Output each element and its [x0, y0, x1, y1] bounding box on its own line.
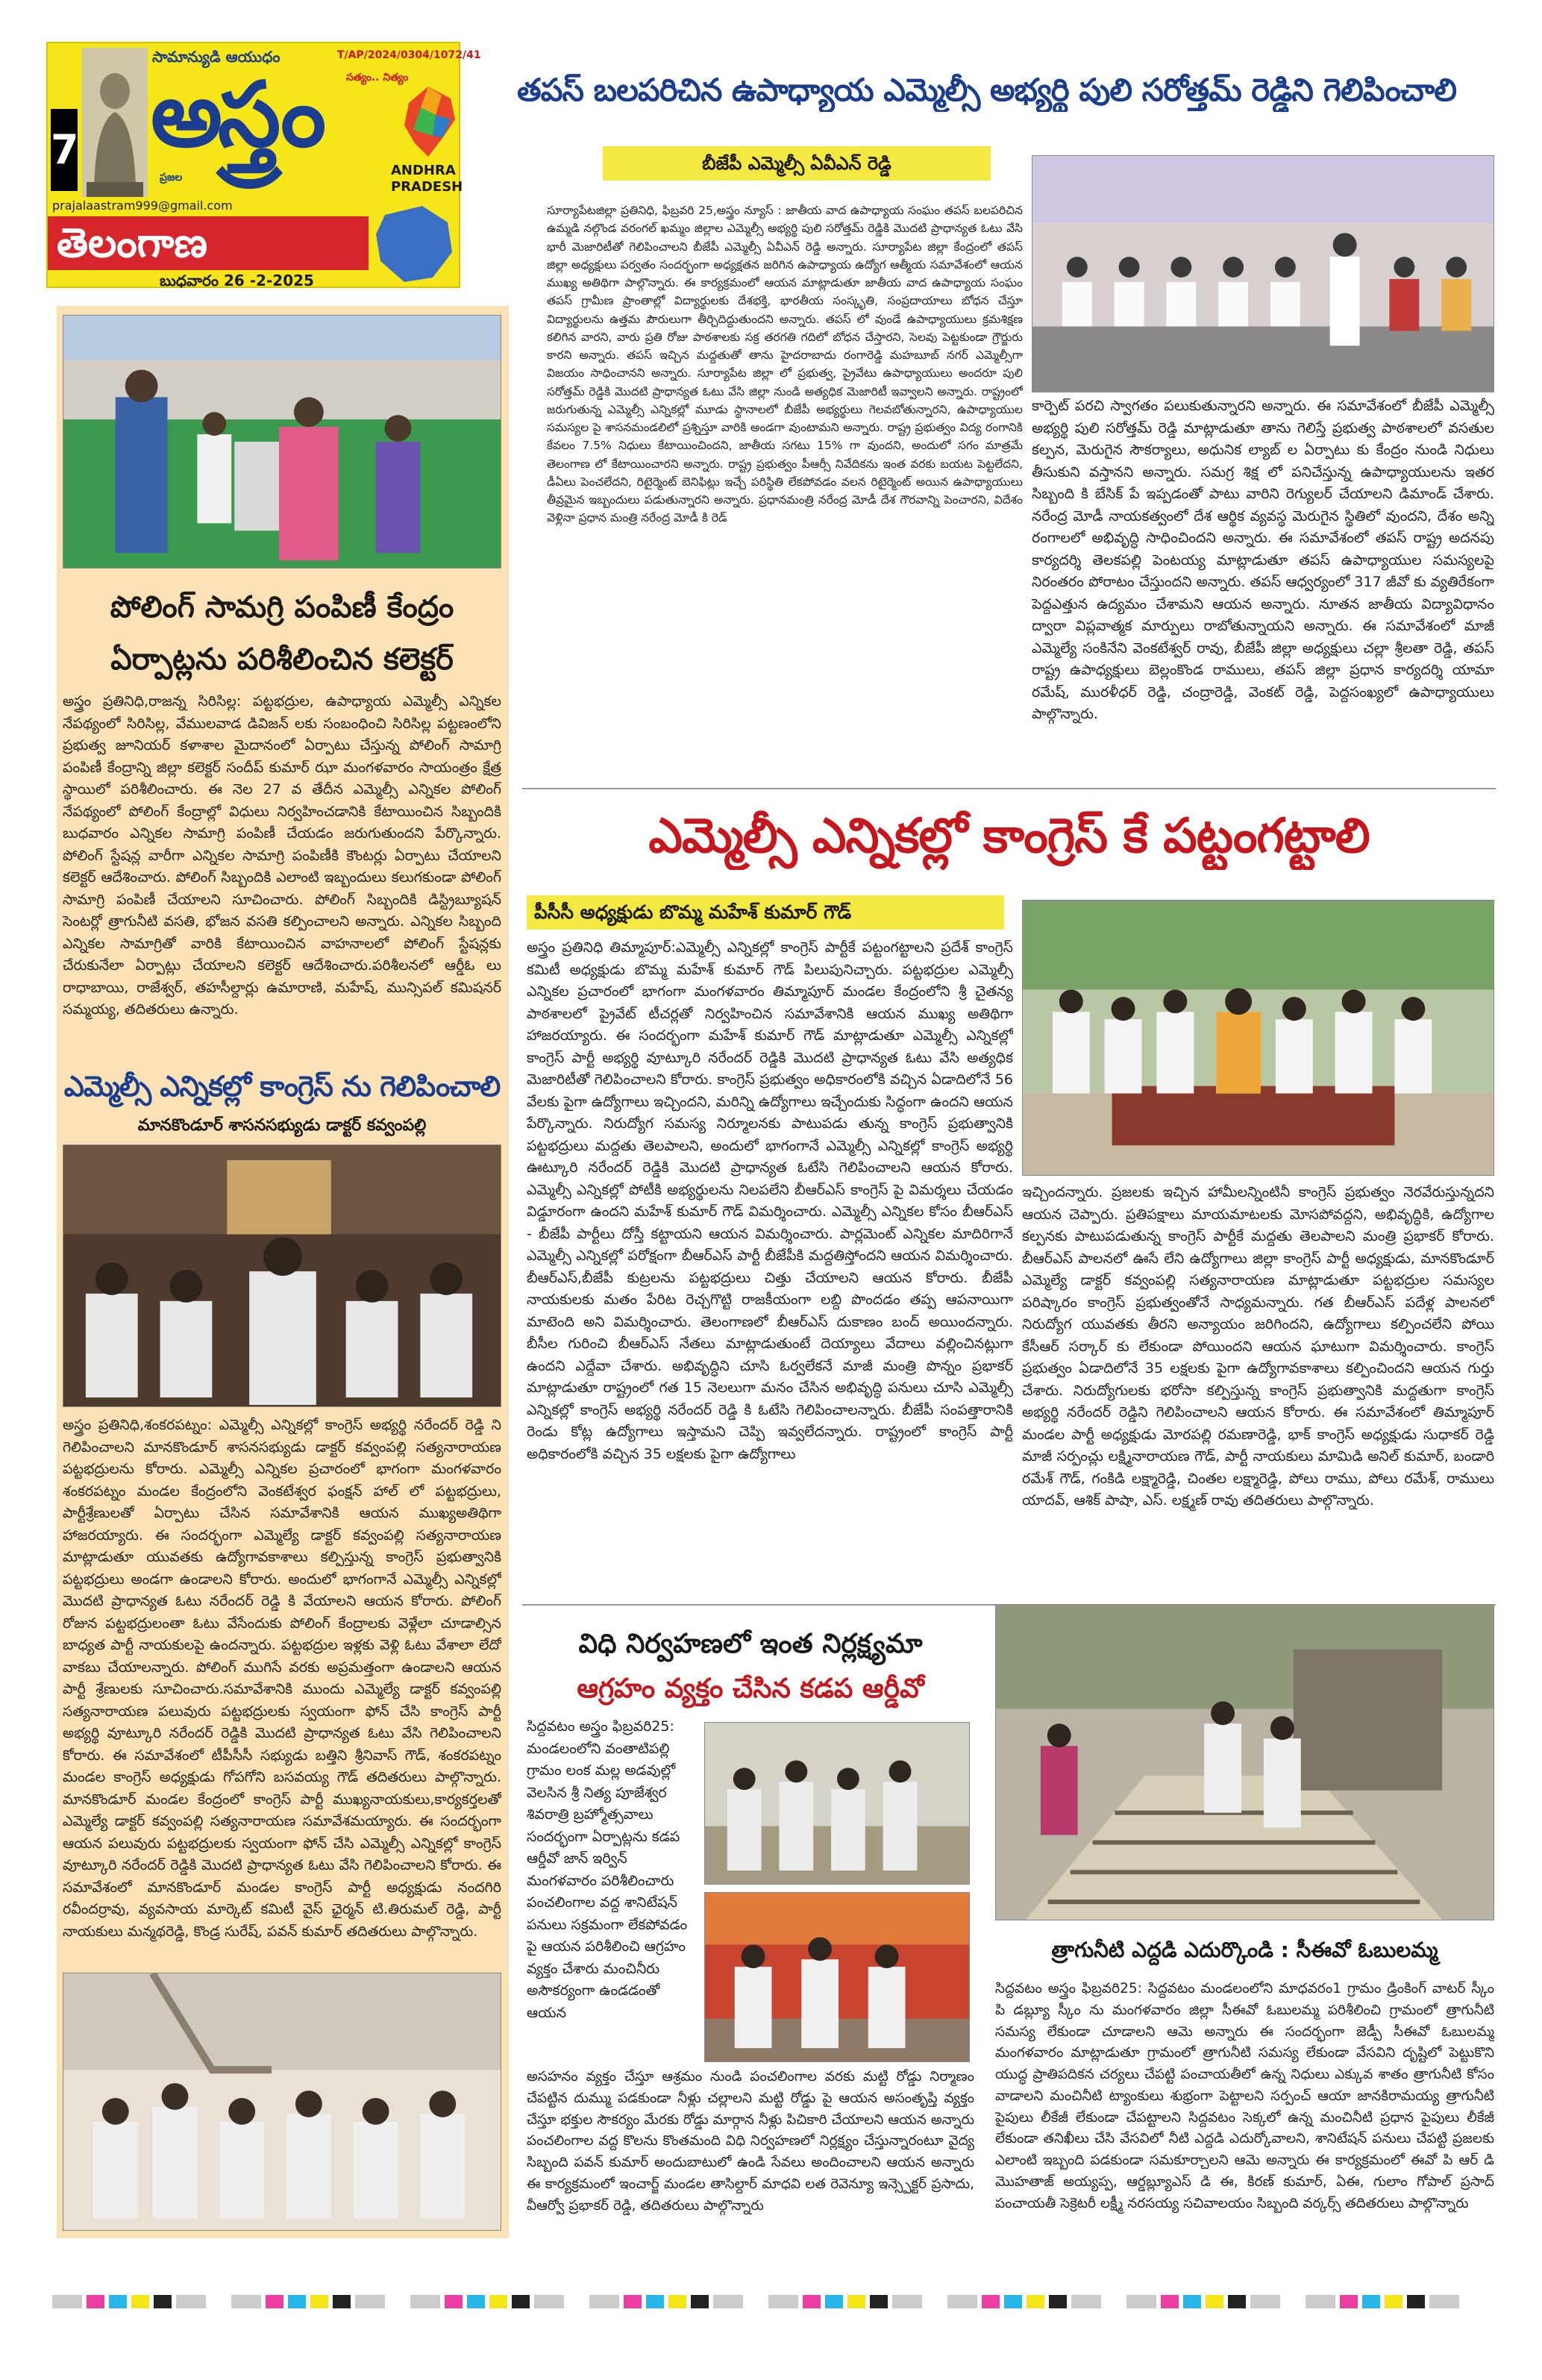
story5-photo-1 — [704, 1722, 970, 1885]
andhra-map-icon — [398, 85, 458, 160]
slogan: సామాన్యుడి ఆయుధం — [152, 48, 280, 66]
story1-subhead: బీజేపీ ఎమ్మెల్సీ ఏవీఎన్ రెడ్డి — [603, 146, 991, 181]
story3-photo — [63, 1144, 501, 1407]
story3-headline: ఎమ్మెల్సీ ఎన్నికల్లో కాంగ్రెస్ ను గెలిపించాలి — [63, 1070, 501, 1103]
story4-col2: ఇచ్చిందన్నారు. ప్రజలకు ఇచ్చిన హామీలన్నింటినీ కాంగ్రెస్ ప్రభుత్వం నెరవేరుస్తున్నదని ఆయన చెప్పారు. ప్రతిపక్షాలు మాయమాటలకు మోసపోవద్దని, అభివృద్ధికి, ఉద్యోగాల కల్పనకు పాటుపడుతున్న కాంగ్రెస్ పార్టీకే మద్దతు తెలపాలని మంత్రి ప్రభాకర్ కోరారు. బీఆర్ఎస్ పాలనలో ఊసే లేని ఉద్యోగాలు జిల్లా కాంగ్రెస్ పార్టీ అధ్యక్షుడు, మానకొండూర్ ఎమ్మెల్యే డాక్టర్ కవ్వంపల్లి సత్యనారాయణ మాట్లాడుతూ పట్టభద్రుల సమస్యల పరిష్కారం కాంగ్రెస్ ప్రభుత్వంతోనే సాధ్యమన్నారు. గత బీఆర్ఎస్ పదేళ్ల పాలనలో నిరుద్యోగ యువతకు తీరని అన్యాయం జరిగిందని, ఉద్యోగాలు కల్పించలేని పోయి కేసీఆర్ సర్కార్ కు లేకుండా పోయిందని ఆయన ఘాటుగా విమర్శించారు. కాంగ్రెస్ ప్రభుత్వం ఏడాదిలోనే 35 లక్షలకు పైగా ఉద్యోగావకాశాలు కల్పించిందని ఆయన గుర్తు చేశారు. నిరుద్యోగులకు భరోసా కల్పిస్తున్న కాంగ్రెస్ ప్రభుత్వానికి మద్దతుగా కాంగ్రెస్ అభ్యర్థి నరేందర్ రెడ్డిని గెలిపించాలని ఆయన కోరారు. ఈ సమావేశంలో తిమ్మాపూర్ మండల పార్టీ అధ్యక్షుడు మోరపల్లి రమణారెడ్డి, భాక్ కాంగ్రెస్ అధ్యక్షుడు సుధాకర్ రెడ్డి మాజీ సర్పంచ్లు లక్ష్మినారాయణ గౌడ్, పార్టీ నాయకులు మామిడి అనిల్ కుమార్, బండారి రమేశ్ గౌడ్, గంకిడి లక్ష్మారెడ్డి, చింతల లక్ష్మారెడ్డి, పోలు రాము, పోలు రమేశ్, రాములు యాదవ్, ఆశిక్ పాషా, ఎస్. లక్ష్మణ్ రావు తదితరులు పాల్గొన్నారు. — [1022, 1184, 1494, 1509]
story4-col1: అస్త్రం ప్రతినిధి తిమ్మాపూర్:ఎమ్మెల్సీ ఎన్నికల్లో కాంగ్రెస్ పార్టీకే పట్టంగట్టాలని ప్రదేశ్ కాంగ్రెస్ కమిటీ అధ్యక్షుడు బొమ్మ మహేశ్ కుమార్ గౌడ్ పిలుపునిచ్చారు. పట్టభద్రుల ఎమ్మెల్సీ ఎన్నికల ప్రచారంలో భాగంగా మంగళవారం తిమ్మాపూర్ మండల కేంద్రంలోని శ్రీ చైతన్య పాఠశాలలో ప్రైవేట్ టీచర్లతో నిర్వహించిన సమావేశానికి ఆయన ముఖ్య అతిథిగా హాజరయ్యారు. ఈ సందర్భంగా మహేశ్ కుమార్ గౌడ్ మాట్లాడుతూ ఎమ్మెల్సీ ఎన్నికల్లో కాంగ్రెస్ పార్టీ అభ్యర్థి వూట్కూరి నరేందర్ రెడ్డికి మొదటి ప్రాధాన్యత ఓటు వేసి అత్యధిక మెజారిటీతో గెలిపించాలని కోరారు. కాంగ్రెస్ ప్రభుత్వం అధికారంలోకి వచ్చిన ఏడాదిలోనే 56 వేలకు పైగా ఉద్యోగాలు ఇచ్చిందని, మరిన్ని ఉద్యోగాలు ఇచ్చేందుకు సిద్ధంగా ఉందని ఆయన పేర్కొన్నారు. నిరుద్యోగ సమస్య నిర్మూలనకు పాటుపడు తున్న కాంగ్రెస్ ప్రభుత్వానికి పట్టభద్రులు మద్దతు తెలపాలని, అందులో భాగంగానే ఎమ్మెల్సీ ఎన్నికల్లో కాంగ్రెస్ అభ్యర్థి ఊట్కూరి నరేందర్ రెడ్డికి మొదటి ప్రాధాన్యత ఓటేసి గెలిపించాలని ఆయన కోరారు. ఎమ్మెల్సీ ఎన్నికల్లో పోటీకి అభ్యర్థులను నిలపలేని బీఆర్ఎస్ కాంగ్రెస్ పై విమర్శలు చేయడం విడ్డూరంగా ఉందని మహేశ్ కుమార్ గౌడ్ విమర్శించారు. ఎమ్మెల్సీ ఎన్నికల కోసం బీఆర్ఎస్ - బీజేపీ పార్టీలు దోస్తీ కట్టాయని ఆయన విమర్శించారు. పార్లమెంట్ ఎన్నికల మాదిరిగానే ఎమ్మెల్సీ ఎన్నికల్లో పరోక్షంగా బీఆర్ఎస్ పార్టీ బీజేపీకి మద్దతిస్తోందని ఆయన విమర్శించారు. బీఆర్ఎస్,బీజేపీ కుట్రలను పట్టభద్రులు చిత్తు చేయాలని ఆయన కోరారు. బీజేపీ నాయకులకు మతం పేరిట రెచ్చగొట్టి రాజకీయంగా లబ్ది పొందడం తప్ప ఆపనాయిగా మాటెంది అని విమర్శించారు. తెలంగాణలో బీఆర్ఎస్ దుకాణం బంద్ అయిందన్నారు. బీసీల గురించి బీఆర్ఎస్ నేతలు మాట్లాడుతుంటే దెయ్యాలు వేదాలు వల్లించినట్లుగా ఉందని ఎద్దేవా చేశారు. అభివృద్ధిని చూసి ఓర్వలేకనే మాజీ మంత్రి పొన్నం ప్రభాకర్ మాట్లాడుతూ రాష్ట్రంలో గత 15 నెలలుగా మనం చేసిన అభివృద్ధి పనులు చూసి ఎమ్మెల్సీ ఎన్నికల్లో కాంగ్రెస్ అభ్యర్థి నరేందర్ రెడ్డి కి ఓటేసి గెలిపించాలన్నారు. బీజేపీ సంపత్తారానికి రెండు కోట్ల ఉద్యోగాలు ఇస్తామని చెప్పి ఇవ్వలేదన్నారు. రాష్ట్రంలో కాంగ్రెస్ పార్టీ అధికారంలోకి వచ్చిన 35 లక్షలకు పైగా ఉద్యోగాలు — [527, 939, 1013, 1462]
story6-headline: త్రాగునీటి ఎద్దడి ఎదుర్కొండి : సీఈవో ఓబులమ్మ — [1051, 1938, 1438, 1962]
story2-photo — [63, 315, 501, 569]
divider-1 — [522, 788, 1496, 789]
reg-number: T/AP/2024/0304/1072/41 — [337, 49, 481, 61]
story2-headline-1: పోలింగ్ సామగ్రి పంపిణీ కేంద్రం — [110, 590, 454, 624]
issue-date: బుధవారం 26 -2-2025 — [160, 272, 314, 289]
state-en-line2: PRADESH — [391, 179, 463, 195]
story1-photo — [1032, 155, 1494, 392]
story1-headline: తపస్ బలపరిచిన ఉపాధ్యాయ ఎమ్మెల్సీ అభ్యర్థి పులి సరోత్తమ్ రెడ్డిని గెలిపించాలి — [516, 72, 1457, 108]
story2-body: అస్త్రం ప్రతినిధి,రాజన్న సిరిసిల్ల: పట్టభద్రుల, ఉపాధ్యాయ ఎమ్మెల్సీ ఎన్నికల నేపథ్యంలో సిరిసిల్ల, వేములవాడ డివిజన్ లకు సంబంధించి సిరిసిల్ల పట్టణంలోని ప్రభుత్వ జూనియర్ కళాశాల మైదానంలో ఏర్పాటు చేస్తున్న పోలింగ్ సామాగ్రి పంపిణీ కేంద్రాన్ని జిల్లా కలెక్టర్ సందీప్ కుమార్ ఝా మంగళవారం సాయంత్రం క్షేత్ర స్థాయిలో పరిశీలించారు. ఈ నెల 27 వ తేదీన ఎమ్మెల్సీ ఎన్నికల పోలింగ్ నేపథ్యంలో పోలింగ్ కేంద్రాల్లో విధులు నిర్వహించడానికి కేటాయించిన సిబ్బందికి బుధవారం ఎన్నికల సామాగ్రి పంపిణీ చేయడం జరుగుతుందని పేర్కొన్నారు. పోలింగ్ స్టేషన్ల వారీగా ఎన్నికల సామాగ్రి పంపిణీకి కౌంటర్లు ఏర్పాటు చేయాలని కలెక్టర్ ఆదేశించారు. పోలింగ్ సిబ్బందికి ఎలాంటి ఇబ్బందులు కలుగకుండా పోలింగ్ సామాగ్రి పంపిణీ చేయాలని సూచించారు. పోలింగ్ సిబ్బందికి డిస్ట్రిబ్యూషన్ సెంటర్లో త్రాగునీటి వసతి, భోజన వసతి కల్పించాలని అన్నారు. ఎన్నికల సిబ్బంది ఎన్నికల సామాగ్రితో వారికి కేటాయించిన వాహనాలలో పోలింగ్ స్టేషన్లకు చేరుకునేలా ఏర్పాట్లు చేయాలని కలెక్టర్ ఆదేశించారు.పరిశీలనలో ఆర్డీఓ లు రాధాబాయి, రాజేశ్వర్, తహసీల్దార్లు ఉమారాణి, మహేష్, మున్సిపల్ కమిషనర్ సమ్మయ్య, తదితరులు ఉన్నారు. — [63, 693, 501, 1018]
tagline: సత్యం.. నిత్యం — [346, 72, 409, 84]
story4-headline: ఎమ్మెల్సీ ఎన్నికల్లో కాంగ్రెస్ కే పట్టంగట్టాలి — [648, 809, 1370, 864]
print-color-bar — [52, 2295, 1492, 2308]
page-number: 7 — [51, 109, 78, 191]
story3-subhead: మానకొండూర్ శాసనసభ్యుడు డాక్టర్ కవ్వంపల్లి — [137, 1116, 427, 1135]
state-en-line1: ANDHRA — [391, 163, 456, 178]
story4-photo — [1022, 900, 1494, 1176]
paper-name: అస్త్రం — [151, 63, 322, 167]
story1-col2: కార్పెట్ పరచి స్వాగతం పలుకుతున్నారని అన్నారు. ఈ సమావేశంలో బీజేపీ ఎమ్మెల్సీ అభ్యర్థి పులి సరోత్తమ్ రెడ్డి మాట్లాడుతూ తాను గెలిస్తే ప్రభుత్వ పాఠశాలలో వసతుల కల్పన, మెరుగైన సౌకర్యాలు, అధునిక ల్యాబ్ ల ఏర్పాటు కు కేంద్రం నుండి నిధులు తీసుకుని వస్తానని అన్నారు. సమగ్ర శిక్ష లో పనిచేస్తున్న ఉపాధ్యాయులను ఇతర సిబ్బంది కి బేసిక్ పే ఇప్పడంతో పాటు వారిని రెగ్యులర్ చేయాలని డిమాండ్ చేశారు. నరేంద్ర మోడీ నాయకత్వంలో దేశ ఆర్థిక వ్యవస్థ మెరుగైన స్థితిలో వుందని, దేశం అన్ని రంగాలలో అభివృద్ధి సాధించిందని అన్నారు. ఈ సమావేశంలో తపస్ రాష్ట్ర అదనపు కార్యదర్శి తెలకపల్లి పెంటయ్య మాట్లాడుతూ తపస్ ఉపాధ్యాయుల సమస్యలపై నిరంతరం పోరాటం చేస్తుందని అన్నారు. తపస్ ఆధ్వర్యంలో 317 జీవో కు వ్యతిరేకంగా పెద్దఎత్తున ఉద్యమం చేశామని ఆయన అన్నారు. నూతన జాతీయ విద్యావిధానం ద్వారా విప్లవాత్మక మార్పులు రాబోతున్నాయని అన్నారు. ఈ సమావేశంలో మాజీ ఎమ్మెల్యే సంకినేని వెంకటేశ్వర్ రావు, బీజేపీ జిల్లా అధ్యక్షులు చల్లా శ్రీలతా రెడ్డి, తపస్ రాష్ట్ర ఉపాధ్యక్షులు బెల్లంకొండ రాములు, తపస్ జిల్లా ప్రధాన కార్యదర్శి యామా రమేష్, మురళీధర్ రెడ్డి, చంద్రారెడ్డి, వెంకట్ రెడ్డి, పెద్దసంఖ్యలో ఉపాధ్యాయులు పాల్గొన్నారు. — [1032, 398, 1494, 722]
state-en — [391, 163, 463, 195]
story5-body: అసహనం వ్యక్తం చేస్తూ ఆశ్రమం నుండి పంచలింగాల వరకు మట్టి రోడ్డు నిర్మాణం చేపట్టిన దుమ్ము పడకుండా నీళ్లు చల్లాలని మట్టి రోడ్డు పై ఆయన అసంతృప్తి వ్యక్తం చేస్తూ భక్తుల సౌకర్యం మేరకు రోడ్డు మార్గాన నీళ్లు పిచికారి చేయాలని ఆయన అన్నారు పంచలింగాల వద్ద కొలను కొంతమంది విధి నిర్వహణలో నిర్లక్ష్యం చేస్తున్నారంటూ వైద్య సిబ్బంది పవన్ కుమార్ అందుబాటులో ఉండి సేవలు అందించాలని ఆయన అన్నారు ఈ కార్యక్రమంలో ఇంచార్జ్ మండల తాసిల్దార్ మాధవి లత రెవెన్యూ ఇన్స్పెక్టర్ ప్రసాదు, వీఆర్వో ప్రభాకర్ రెడ్డి, తదితరులు పాల్గొన్నారు — [527, 2069, 974, 2214]
story6-photo — [995, 1604, 1494, 1920]
story5-headline-2: ఆగ్రహం వ్యక్తం చేసిన కడప ఆర్డీవో — [577, 1673, 924, 1704]
email: prajalaastram999@gmail.com — [52, 198, 233, 213]
edition-band — [48, 216, 369, 270]
story4-subhead: పీసీసీ అధ్యక్షుడు బొమ్మ మహేశ్ కుమార్ గౌడ్ — [527, 895, 1004, 930]
story1-col1-tail — [547, 537, 1023, 791]
story5-headline-1: విధి నిర్వహణలో ఇంత నిర్లక్ష్యమా — [578, 1629, 923, 1659]
story6-body: సిద్దవటం అస్త్రం ఫిబ్రవరి25: సిద్దవటం మండలంలోని మాధవరం1 గ్రామం డ్రింకింగ్ వాటర్ స్కీం పి డబ్ల్యూ స్కీం ను మంగళవారం జిల్లా సీఈవో ఓబులమ్మ పరిశీలించి గ్రామంలో త్రాగునీటి సమస్య లేకుండా చూడాలని ఆమె అన్నారు ఈ సందర్భంగా జెడ్పీ సీఈవో ఓబులమ్మ మంగళవారం మాట్లాడుతూ గ్రామంలో త్రాగునీటి సమస్య లేకుండా వేసవిని దృష్టిలో పెట్టుకొని యుద్ధ ప్రాతిపదికన చర్యలు చేపట్టి పంచాయతీలో ఉన్న నిధులు ఎక్కువ శాతం త్రాగునీటి కోసం వాడాలని మంచినీటి ట్యాంకులు శుభ్రంగా పెట్టాలని సర్పంచ్ ఆయా జానకిరామయ్య త్రాగునీటి పైపులు లీకేజీ లేకుండా చేపట్టాలని సిద్దవటం సెక్కలో ఉన్న మంచినీటి ప్రధాన పైపులు లీకేజీ లేకుండా తనిఖీలు చేసి వేసవిలో నీటి ఎద్దడి ఎదుర్కోవాలని, శానిటేషన్ పనులు చేపట్టి ప్రజలకు ఎలాంటి ఇబ్బంది పడకుండా సమకూర్చాలని ఆమె అన్నారు ఈ కార్యక్రమంలో ఈవో పి ఆర్ డి మొహతాజ్ అయ్యప్ప, ఆర్డబ్ల్యూఎస్ డి ఈ, కిరణ్ కుమార్, ఏఈ, గులాం గోపాల్ ప్రసాద్ పంచాయతీ సెక్రెటరీ లక్ష్మీ నరసయ్య సచివాలయం సిబ్బంది వర్కర్స్ తదితరులు పాల్గొన్నారు — [995, 1981, 1494, 2211]
story5-narrow: సిద్దవటం అస్త్రం ఫిబ్రవరి25: మండలంలోని వంతాటిపల్లి గ్రామం లంక మల్ల అడవుల్లో వెలసిన శ్రీ నిత్య పూజేశ్వర శివరాత్రి బ్రహ్మోత్సవాలు సందర్భంగా ఏర్పాట్లను కడప ఆర్డీవో జాన్ ఇర్విన్ మంగళవారం పరిశీలించారు పంచలింగాల వద్ద శానిటేషన్ పనులు సక్రమంగా లేకపోవడం పై ఆయన పరిశీలించి ఆగ్రహం వ్యక్తం చేశారు మంచినీరు అసౌకర్యంగా ఉండడంతో ఆయన — [527, 1718, 688, 2021]
masthead — [46, 42, 481, 289]
edition-name: తెలంగాణ — [57, 219, 208, 266]
paper-sub: ప్రజల — [160, 172, 183, 184]
story2-headline-2: ఏర్పాట్లను పరిశీలించిన కలెక్టర్ — [110, 642, 454, 677]
story3-body: అస్త్రం ప్రతినిధి,శంకరపట్నం: ఎమ్మెల్సీ ఎన్నికల్లో కాంగ్రెస్ అభ్యర్థి నరేందర్ రెడ్డి ని గెలిపించాలని మానకొండూర్ శాసనసభ్యుడు డాక్టర్ కవ్వంపల్లి సత్యనారాయణ పట్టభద్రులను కోరారు. ఎమ్మెల్సీ ఎన్నికల ప్రచారంలో భాగంగా మంగళవారం శంకరపట్నం మండల కేంద్రంలోని వెంకటేశ్వర ఫంక్షన్ హాల్ లో పట్టభద్రులు, పార్టీశ్రేణులతో ఏర్పాటు చేసిన సమావేశానికి ఆయన ముఖ్యఅతిథిగా హాజరయ్యారు. ఈ సందర్భంగా ఎమ్మెల్యే డాక్టర్ కవ్వంపల్లి సత్యనారాయణ మాట్లాడుతూ యువతకు ఉద్యోగావకాశాలు కల్పిస్తున్న కాంగ్రెస్ ప్రభుత్వానికి పట్టభద్రులు అండగా ఉండాలని కోరారు. అందులో భాగంగానే ఎమ్మెల్సీ ఎన్నికల్లో మొదటి ప్రాధాన్యత ఓటు నరేందర్ రెడ్డి కి వేయాలని ఆయన కోరారు. పోలింగ్ రోజున పట్టభద్రులంతా ఓటు వేసేందుకు పోలింగ్ కేంద్రాలకు వెళ్లేలా చూడాల్సిన బాధ్యత పార్టీ నాయకులపై ఉందన్నారు. పట్టభద్రుల ఇళ్లకు వెళ్లి ఓటు వేశాలా లేదో వాకబు చేయాలన్నారు. పోలింగ్ ముగిసే వరకు అప్రమత్తంగా ఉండాలని ఆయన పార్టీ శ్రేణులకు సూచించారు.సమావేశానికి ముందు ఎమ్మెల్యే డాక్టర్ కవ్వంపల్లి సత్యనారాయణ పలువురు పట్టభద్రులకు స్వయంగా ఫోన్ చేసి కాంగ్రెస్ పార్టీ అభ్యర్థి వూట్కూరి నరేందర్ రెడ్డికి మొదటి ప్రాధాన్యత ఓటు వేసి గెలిపించాలని కోరారు. ఈ సమావేశంలో టీపీసీసీ సభ్యుడు బత్తిని శ్రీనివాస్ గౌడ్, శంకరపట్నం మండల కాంగ్రెస్ అధ్యక్షుడు గోపగోని బసవయ్య గౌడ్ తదితరులు పాల్గొన్నారు. మానకొండూర్ మండల కేంద్రంలో కాంగ్రెస్ పార్టీ ముఖ్యనాయకులు,కార్యకర్తలతో ఎమ్మెల్యే డాక్టర్ కవ్వంపల్లి సత్యనారాయణ సమావేశమయ్యారు. ఈ సందర్భంగా ఆయన పలువురు పట్టభద్రులకు స్వయంగా ఫోన్ చేసి ఎమ్మెల్సీ ఎన్నికల్లో కాంగ్రెస్ వూట్కూరి నరేందర్ రెడ్డికి మొదటి ప్రాధాన్యత ఓటు వేసి గెలిపించాలని కోరారు. ఈ సమావేశంలో మానకొండూర్ మండల కాంగ్రెస్ పార్టీ అధ్యక్షుడు నందగిరి రవీందర్రావు, వ్యవసాయ మార్కెట్ కమిటీ వైస్ ఛైర్మన్ టి.తిరుమల్ రెడ్డి, పార్టీ నాయకులు మన్మథరెడ్డి, కొండ్ర సురేష్, పవన్ కుమార్ తదితరులు పాల్గొన్నారు. — [63, 1417, 501, 1940]
telangana-map-icon — [370, 200, 458, 288]
buddha-statue-logo — [82, 48, 148, 197]
story3-photo-2 — [63, 1973, 501, 2231]
story5-photo-2 — [704, 1892, 970, 2062]
story1-col1: సూర్యాపేటజిల్లా ప్రతినిధి, ఫిబ్రవరి 25,అస్త్రం న్యూస్ : జాతీయ వాద ఉపాధ్యాయ సంఘం తపస్ బలపరిచిన ఉమ్మడి నల్గొండ వరంగల్ ఖమ్మం జిల్లాల ఎమ్మెల్సీ అభ్యర్థి పులి సరోత్తమ్ రెడ్డికి మొదటి ప్రాధాన్యత ఓటు వేసి భారీ మెజారిటీతో గెలిపించాలని బీజేపీ ఎమ్మెల్సీ ఏవీఎన్ రెడ్డి అన్నారు. సూర్యాపేట జిల్లా కేంద్రంలో తపస్ జిల్లా అధ్యక్షులు పర్వతం సందర్భంగా అధ్యక్షతన జరిగిన ఉపాధ్యాయ ఉద్యోగ ఆత్మీయ సమావేశంలో ఆయన ముఖ్య అతిథిగా పాల్గొన్నారు. ఈ కార్యక్రమంలో ఆయన మాట్లాడుతూ జాతీయ వాద ఉపాధ్యాయ సంఘం తపస్ గ్రామీణ ప్రాంతాల్లో విద్యార్థులకు దేశభక్తి, భారతీయ సంస్కృతి, సంప్రదాయాలు బోధన చేస్తూ విద్యార్థులను ఉత్తమ పౌరులుగా తీర్చిదిద్దుతుందని అన్నారు. తపస్ లో వుండే ఉపాధ్యాయులు క్రమశిక్షణ కలిగిన వారని, వారు ప్రతి రోజు పాఠశాలకు సక్ర తరగతి గదిలో బోధన చేస్తారని, సెలవు పెట్టకుండా గ్రౌర్జురు కారని అన్నారు. తపస్ ఇచ్చిన మద్దతుతో తాను హైదరాబాదు రంగారెడ్డి మహబూబ్ నగర్ ఎమ్మెల్సీగా విజయం సాధించానని అన్నారు. సూర్యాపేట జిల్లా లో ప్రభుత్వ, ప్రైవేటు ఉపాధ్యాయులు అందరూ పులి సరోత్తమ్ రెడ్డికి మొదటి ప్రాధాన్యత ఓటు వేసి జిల్లా నుండి అత్యధిక మెజారిటీ ఇవ్వాలని అన్నారు. రాష్ట్రంలో జరుగుతున్న ఎమ్మెల్సీ ఎన్నికల్లో మూడు స్థానాలలో బీజేపీ అభ్యర్థులు గెలవబోతున్నారని, ఉపాధ్యాయుల సమస్యల పై శాసనమండలిలో ప్రశ్నిస్తూ వారికి అండగా వుంటామని అన్నారు. రాష్ట్ర ప్రభుత్వం విద్య రంగానికి కేవలం 7.5% నిధులు కేటాయించిందని, జాతీయ సగటు 15% గా వుందని, అందులో సగం మాత్రమే తెలంగాణ లో కేటాయించారని అన్నారు. రాష్ట్ర ప్రభుత్వం పీఆర్సీ నివేదికను ఇంత వరకు బయట పెట్టలేదని, డీఏలు పెంచలేదని, రిటైర్మెంట్ బెనిఫిట్లు ఇచ్చే పరిస్థితి లేకపోవడం వలన రిటైర్మెంట్ అయిన ఉపాధ్యాయులు తీవ్రమైన ఇబ్బందులు పడుతున్నారని అన్నారు. ప్రధానమంత్రి నరేంద్ర మోడీ దేశ గౌరవాన్ని పెంచారని, విదేశం వెళ్లినా ప్రధాన మంత్రి నరేంద్ర మోడీ కి రెడ్ — [547, 204, 1023, 525]
